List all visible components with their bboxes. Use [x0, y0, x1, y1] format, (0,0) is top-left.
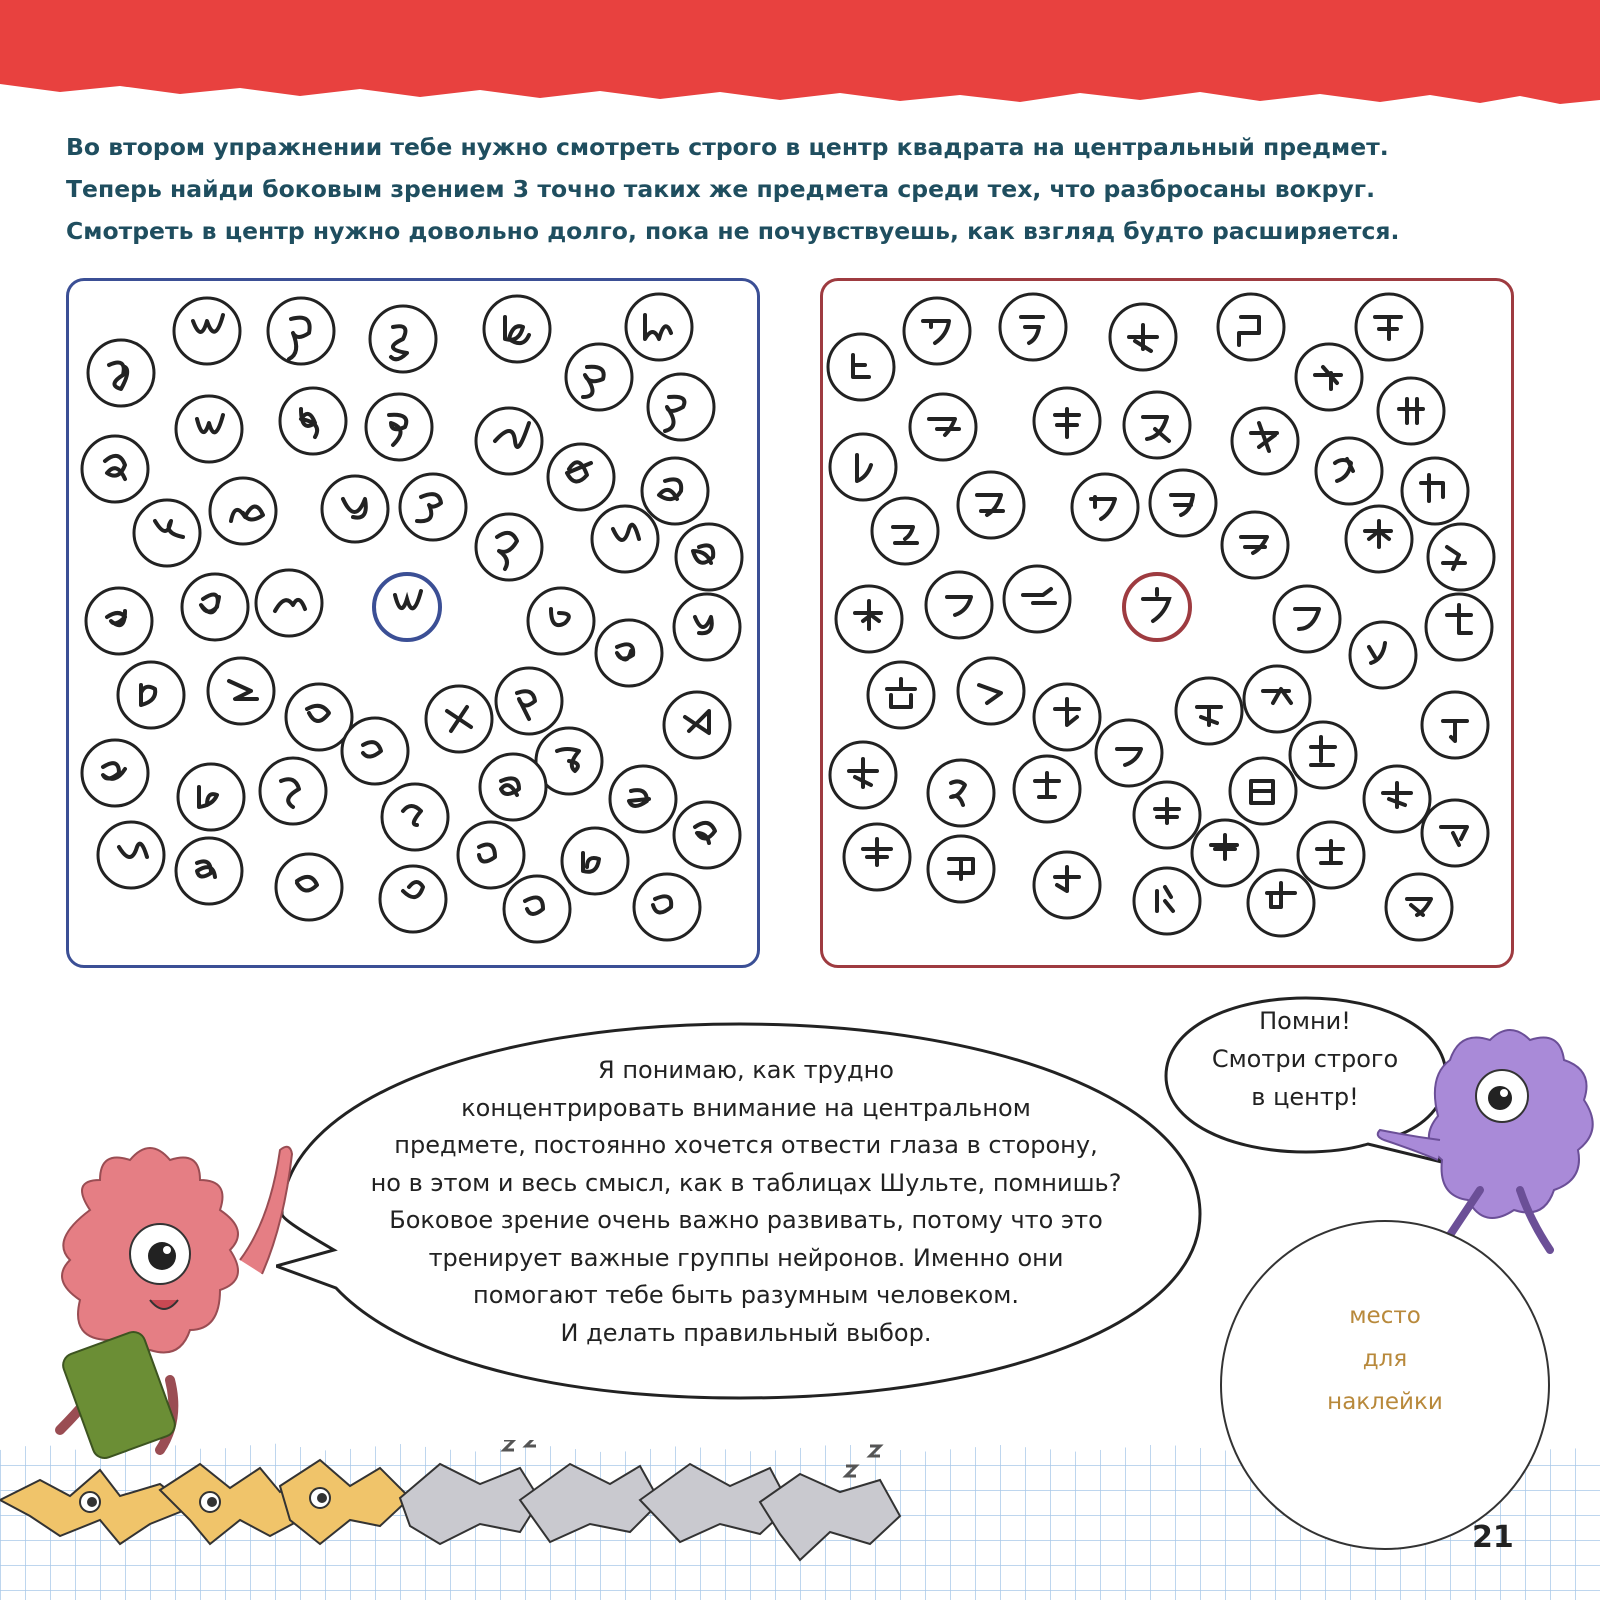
right-glyph-circle — [926, 572, 992, 638]
left-center-target-circle — [374, 574, 440, 640]
right-center-target-circle — [1124, 574, 1190, 640]
left-glyph-circle — [496, 668, 562, 734]
left-glyph-circle — [286, 684, 352, 750]
speech-line: но в этом и весь смысл, как в таблицах Шульте, помнишь? — [370, 1168, 1122, 1197]
left-glyph-circle — [484, 296, 550, 362]
left-glyph-circle — [174, 298, 240, 364]
pink-monster-illustration — [20, 1130, 320, 1460]
left-glyph-circle — [178, 764, 244, 830]
left-glyph-circle — [642, 458, 708, 524]
right-glyph-circle — [1004, 566, 1070, 632]
left-glyph-circle — [562, 828, 628, 894]
right-glyph-circle — [868, 662, 934, 728]
right-glyph-circle — [1096, 720, 1162, 786]
right-exercise-panel — [820, 278, 1514, 968]
main-speech-text — [356, 1052, 1136, 1352]
left-glyph-circle — [528, 588, 594, 654]
instruction-line-2: Теперь найди боковым зрением 3 точно таких же предмета среди тех, что разбросаны вокруг. — [66, 175, 1376, 203]
instructions-text — [66, 126, 1536, 252]
right-glyph-field — [823, 281, 1511, 965]
right-glyph-circle — [830, 434, 896, 500]
right-glyph-circle — [1218, 294, 1284, 360]
right-glyph-circle — [1072, 474, 1138, 540]
left-glyph-circle — [208, 658, 274, 724]
reminder-line: Смотри строго — [1211, 1045, 1399, 1073]
page-number: 21 — [1472, 1520, 1514, 1555]
speech-line: Боковое зрение очень важно развивать, потому что это — [389, 1206, 1103, 1234]
right-glyph-circle — [958, 472, 1024, 538]
left-glyph-circle — [342, 718, 408, 784]
reminder-line: в центр! — [1251, 1083, 1359, 1111]
left-glyph-circle — [566, 344, 632, 410]
left-glyph-circle — [476, 408, 542, 474]
left-glyph-circle — [276, 854, 342, 920]
left-glyph-field — [69, 281, 757, 965]
left-glyph-circle — [268, 298, 334, 364]
top-red-band — [0, 0, 1600, 120]
speech-line: Я понимаю, как трудно — [598, 1056, 894, 1084]
right-glyph-circle — [1402, 458, 1468, 524]
sticker-line: наклейки — [1327, 1389, 1443, 1415]
left-glyph-circle — [88, 340, 154, 406]
speech-line: предмете, постоянно хочется отвести глаза в сторону, — [394, 1131, 1098, 1159]
right-glyph-circle — [872, 498, 938, 564]
speech-line: тренирует важные группы нейронов. Именно они — [428, 1243, 1064, 1272]
left-glyph-circle — [504, 876, 570, 942]
sticker-placeholder-text — [1270, 1295, 1500, 1424]
left-exercise-panel — [66, 278, 760, 968]
left-glyph-circle — [548, 444, 614, 510]
left-glyph-circle — [322, 476, 388, 542]
speech-line: помогают тебе быть разумным человеком. — [473, 1281, 1019, 1309]
speech-line: И делать правильный выбор. — [560, 1318, 932, 1347]
right-glyph-circle — [1274, 586, 1340, 652]
right-glyph-circle — [1428, 524, 1494, 590]
left-glyph-circle — [118, 662, 184, 728]
left-glyph-circle — [134, 500, 200, 566]
right-glyph-circle — [1386, 874, 1452, 940]
instruction-line-3: Смотреть в центр нужно довольно долго, пока не почувствуешь, как взгляд будто расширяется. — [66, 217, 1400, 245]
left-glyph-circle — [634, 874, 700, 940]
speech-line: концентрировать внимание на центральном — [461, 1093, 1031, 1122]
sticker-line: для — [1362, 1346, 1408, 1372]
sticker-line: место — [1349, 1303, 1421, 1329]
left-glyph-circle — [626, 294, 692, 360]
left-glyph-circle — [476, 514, 542, 580]
right-glyph-circle — [904, 298, 970, 364]
left-glyph-circle — [458, 822, 524, 888]
instruction-line-1: Во втором упражнении тебе нужно смотреть строго в центр квадрата на центральный предмет. — [66, 133, 1389, 161]
reminder-line: Помни! — [1259, 1007, 1351, 1035]
right-glyph-circle — [1124, 392, 1190, 458]
left-glyph-circle — [82, 740, 148, 806]
